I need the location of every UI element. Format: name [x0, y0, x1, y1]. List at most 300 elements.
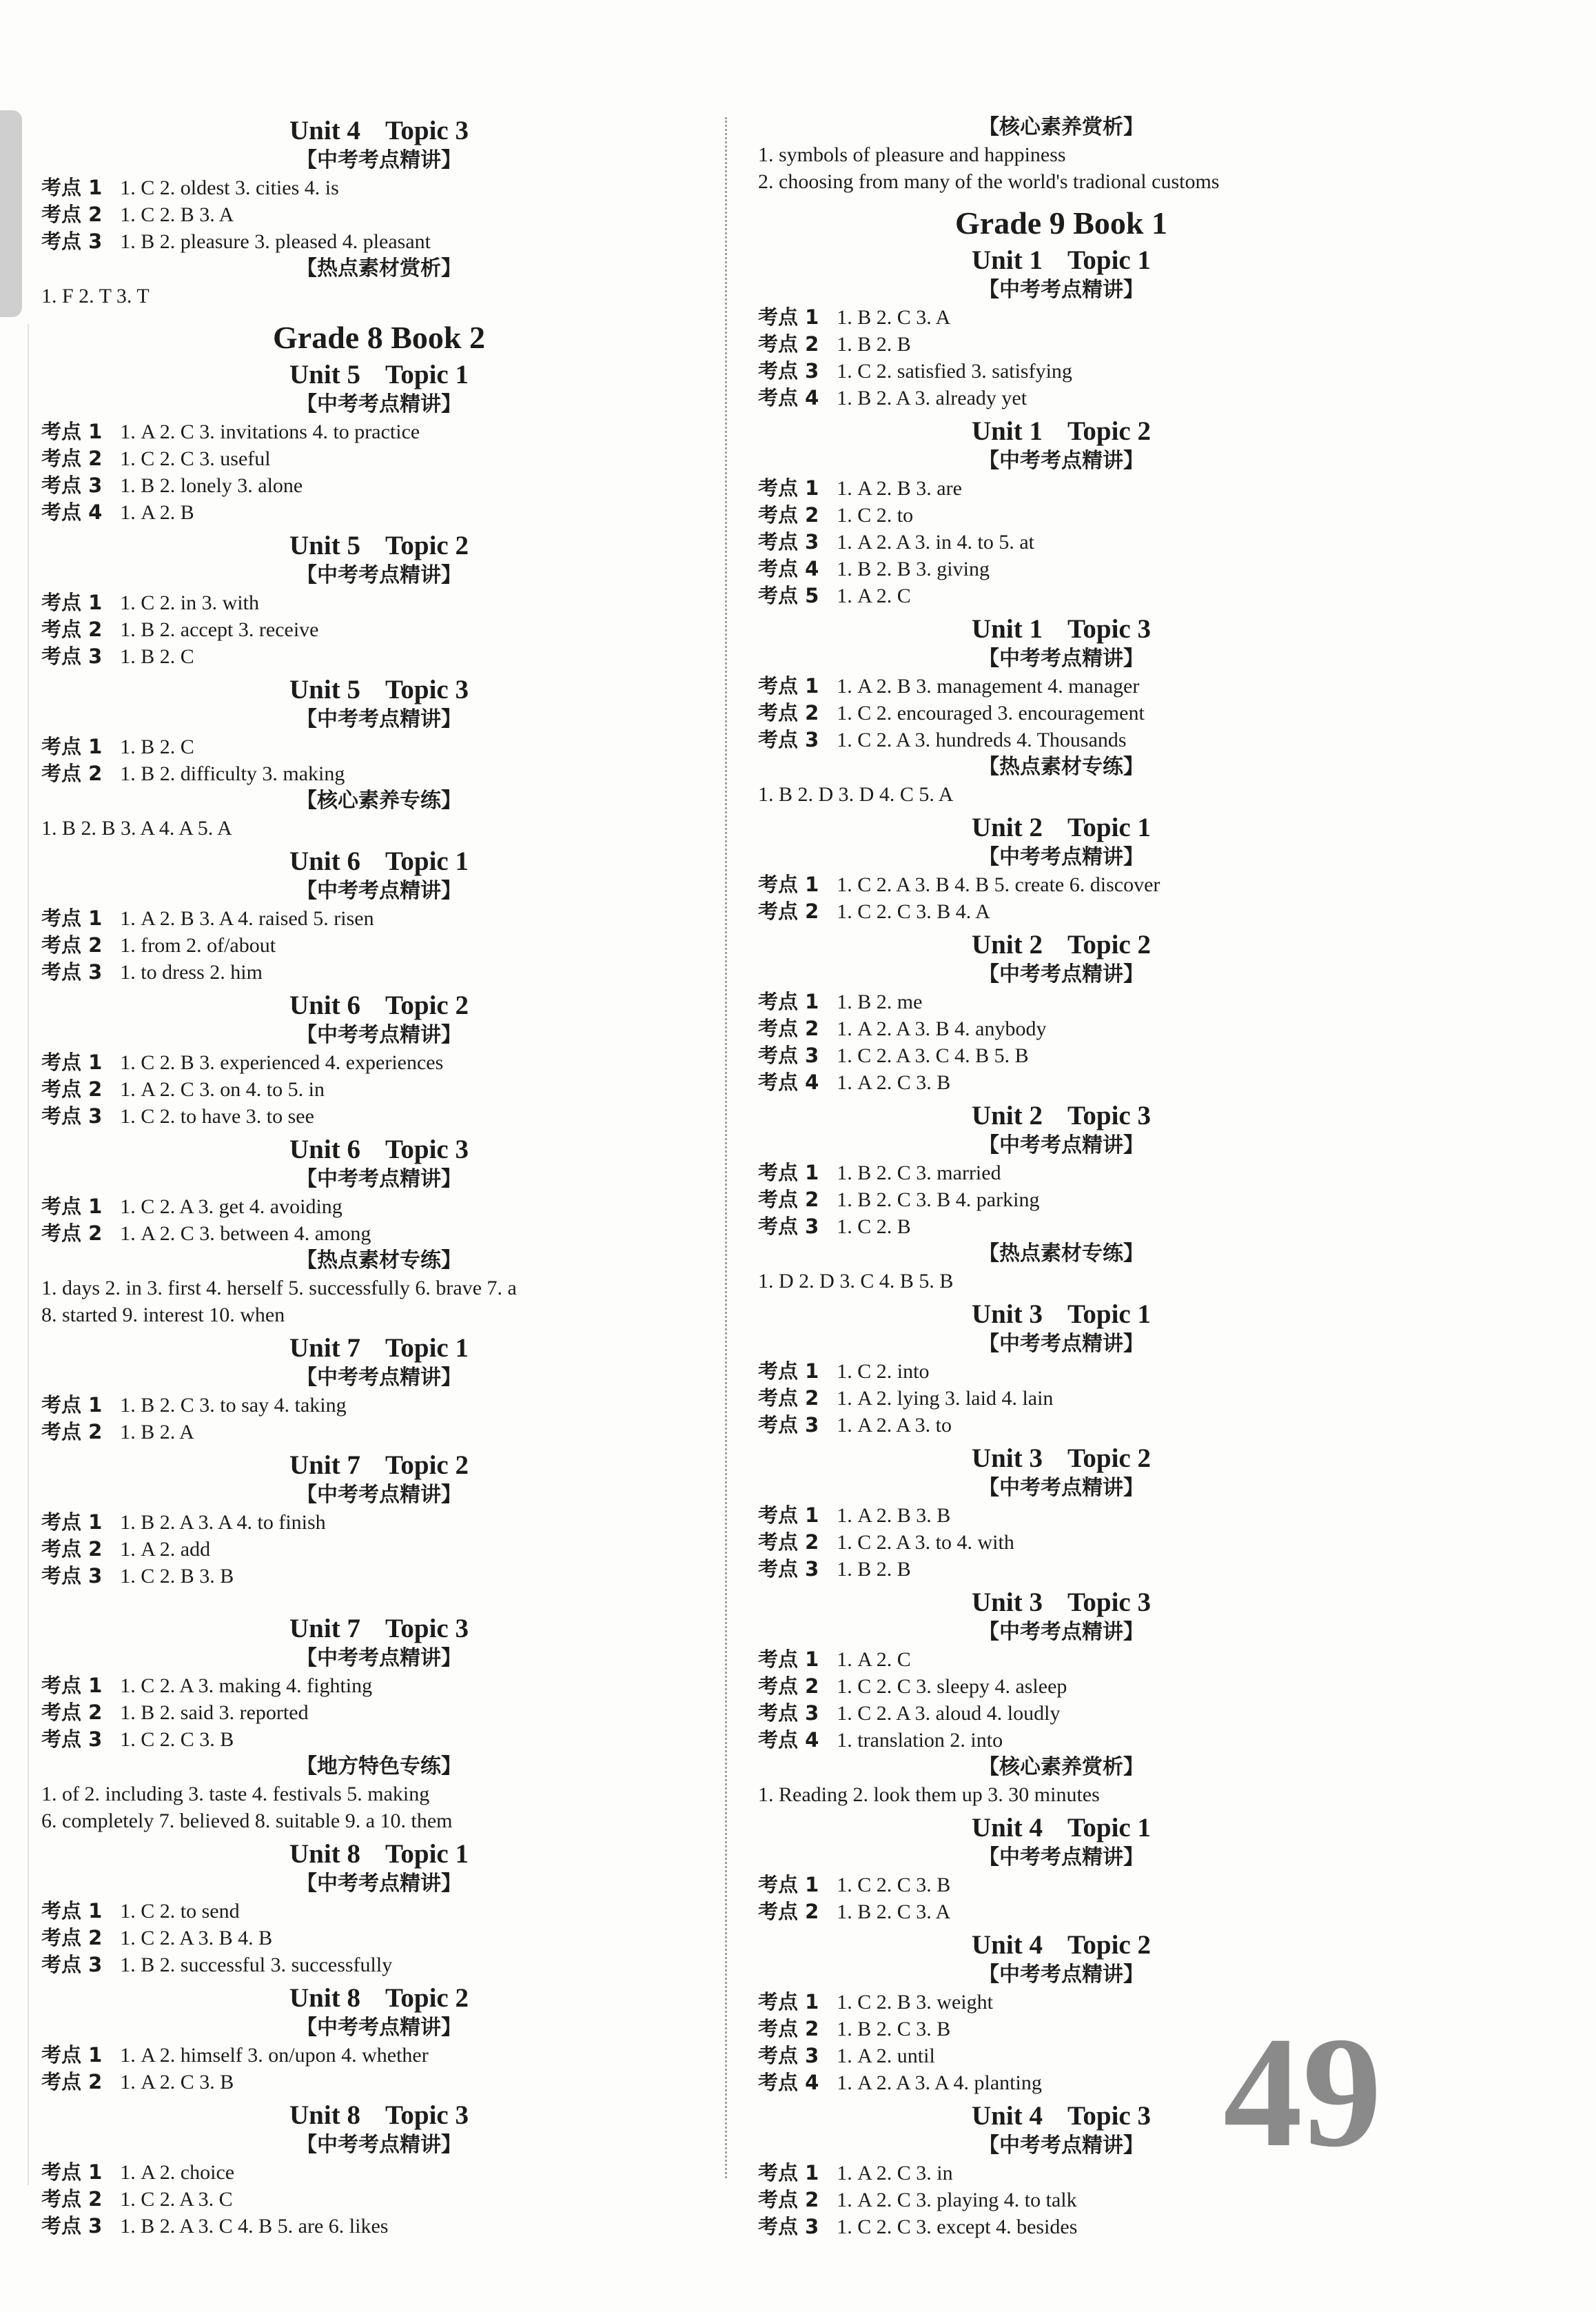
exam-point-label: 考点 1 [41, 735, 103, 758]
answer-text: 1. B 2. lonely 3. alone [120, 474, 303, 497]
unit-label: Unit 3 [972, 1588, 1043, 1617]
answer-text: 1. B 2. accept 3. receive [120, 618, 319, 641]
unit-topic-title [41, 1613, 717, 1645]
answer-text: 1. B 2. B 3. giving [837, 558, 990, 580]
answer-text: 1. C 2. A 3. making 4. fighting [120, 1674, 373, 1697]
answer-row [41, 2069, 717, 2096]
answer-row [41, 1220, 717, 1247]
answer-text: 1. C 2. C 3. useful [120, 447, 271, 470]
exam-point-label: 考点 2 [41, 2187, 103, 2211]
exam-point-label: 考点 3 [41, 230, 103, 253]
exam-point-label: 考点 2 [41, 762, 103, 785]
exam-point-label: 考点 3 [41, 474, 103, 497]
section-subheading: 【中考考点精讲】 [979, 449, 1144, 473]
section-subheading: 【中考考点精讲】 [979, 1845, 1144, 1869]
unit-label: Unit 3 [972, 1443, 1043, 1473]
answer-row [41, 1536, 717, 1563]
answer-row [758, 1673, 1364, 1700]
section-subheading: 【中考考点精讲】 [296, 2016, 462, 2040]
unit-topic-title [41, 1983, 717, 2014]
answer-text: 1. B 2. successful 3. successfully [120, 1954, 393, 1976]
section-subheading: 【核心素养赏析】 [979, 1755, 1144, 1779]
answer-text: 1. A 2. C 3. playing 4. to talk [837, 2189, 1077, 2211]
answer-text: 1. C 2. A 3. C 4. B 5. B [837, 1044, 1029, 1067]
exam-point-label: 考点 2 [758, 1386, 819, 1410]
answer-text: 1. symbols of pleasure and happiness [758, 143, 1066, 166]
answer-text: 1. A 2. C 3. in [837, 2162, 953, 2184]
answer-row [41, 2213, 717, 2240]
exam-point-label: 考点 1 [41, 1510, 103, 1534]
section-subheading: 【中考考点精讲】 [979, 647, 1144, 671]
section-subheading: 【中考考点精讲】 [296, 707, 462, 731]
answer-row [41, 733, 717, 760]
section-subheading: 【中考考点精讲】 [296, 1366, 462, 1390]
answer-row [758, 1700, 1364, 1727]
answer-text: 1. B 2. C 3. A [837, 1900, 951, 1923]
answer-row [41, 589, 717, 616]
section-subheading: 【中考考点精讲】 [979, 1620, 1144, 1644]
unit-label: Unit 1 [972, 245, 1043, 275]
topic-label: Topic 2 [1067, 416, 1151, 446]
topic-label: Topic 3 [385, 675, 469, 704]
exam-point-label: 考点 4 [758, 2071, 819, 2094]
answer-row [41, 1726, 717, 1753]
answer-row [41, 760, 717, 787]
exam-point-label: 考点 3 [758, 1413, 819, 1437]
answer-text: 1. A 2. add [120, 1538, 211, 1561]
answer-section [758, 416, 1364, 609]
answer-text: 1. to dress 2. him [120, 961, 263, 984]
unit-topic-title [41, 846, 717, 878]
unit-label: Unit 4 [289, 116, 360, 145]
answer-text: 1. B 2. C 3. to say 4. taking [120, 1394, 347, 1417]
unit-topic-title [41, 359, 717, 391]
exam-point-label: 考点 4 [758, 386, 819, 409]
answer-row [41, 499, 717, 526]
exam-point-label: 考点 1 [758, 1503, 819, 1527]
answer-section [758, 1587, 1364, 1808]
answer-text: 1. translation 2. into [837, 1729, 1003, 1752]
answer-text: 1. C 2. encouraged 3. encouragement [837, 702, 1145, 724]
unit-topic-title [758, 1100, 1364, 1132]
answer-row [41, 815, 717, 842]
answer-text: 1. A 2. C 3. B [120, 2071, 234, 2093]
unit-label: Unit 5 [289, 360, 360, 389]
answer-text: 1. C 2. A 3. C [120, 2188, 233, 2211]
answer-text: 1. C 2. C 3. B 4. A [837, 900, 990, 923]
answer-text: 1. A 2. choice [120, 2161, 235, 2184]
answer-row [41, 1509, 717, 1536]
section-subheading: 【中考考点精讲】 [296, 1167, 462, 1191]
exam-point-label: 考点 3 [758, 1701, 819, 1725]
section-subheading: 【中考考点精讲】 [296, 1646, 462, 1670]
section-subheading: 【中考考点精讲】 [296, 1023, 462, 1047]
column-divider [725, 117, 727, 2178]
answer-row [758, 2213, 1364, 2240]
answer-text: 1. A 2. A 3. to [837, 1414, 952, 1437]
exam-point-label: 考点 1 [41, 906, 103, 930]
topic-label: Topic 3 [1067, 1588, 1151, 1617]
answer-row [758, 1502, 1364, 1529]
answer-section [41, 2100, 717, 2240]
exam-point-label: 考点 1 [41, 420, 103, 443]
unit-label: Unit 5 [289, 531, 360, 560]
exam-point-label: 考点 2 [41, 447, 103, 470]
answer-text: 1. A 2. lying 3. laid 4. lain [837, 1387, 1054, 1410]
answer-row [758, 988, 1364, 1015]
exam-point-label: 考点 2 [41, 1701, 103, 1724]
exam-point-label: 考点 1 [41, 1899, 103, 1923]
answer-row [758, 673, 1364, 700]
answer-section [758, 1299, 1364, 1439]
topic-label: Topic 2 [385, 1450, 469, 1480]
answer-row [758, 1727, 1364, 1754]
exam-point-label: 考点 2 [41, 1077, 103, 1101]
answer-row [758, 1781, 1364, 1808]
topic-label: Topic 2 [1067, 930, 1151, 960]
answer-text: 1. C 2. C 3. sleepy 4. asleep [837, 1675, 1067, 1698]
answer-text: 1. A 2. C 3. B [837, 1071, 951, 1094]
answer-section [758, 812, 1364, 925]
answer-text: 1. C 2. A 3. hundreds 4. Thousands [837, 729, 1127, 751]
answer-text: 1. F 2. T 3. T [41, 285, 150, 307]
answer-row [758, 141, 1364, 168]
exam-point-label: 考点 3 [758, 359, 819, 383]
exam-point-label: 考点 1 [758, 990, 819, 1013]
topic-label: Topic 2 [1067, 1443, 1151, 1473]
answer-text: 1. B 2. me [837, 991, 923, 1013]
unit-topic-title [758, 1443, 1364, 1474]
answer-text: 1. B 2. B [837, 1558, 911, 1581]
topic-label: Topic 2 [385, 991, 469, 1020]
answer-text: 6. completely 7. believed 8. suitable 9. a 10. them [41, 1809, 453, 1832]
answer-row [758, 1042, 1364, 1069]
topic-label: Topic 2 [385, 1983, 469, 2013]
answer-row [41, 1898, 717, 1925]
answer-text: 1. C 2. B 3. A [120, 203, 234, 226]
unit-label: Unit 8 [289, 2100, 360, 2130]
answer-text: 1. C 2. B 3. experienced 4. experiences [120, 1051, 444, 1074]
answer-text: 1. C 2. B 3. weight [837, 1991, 993, 2014]
answer-text: 1. C 2. satisfied 3. satisfying [837, 360, 1072, 383]
right-answer-column [758, 114, 1364, 2244]
answer-row [41, 1807, 717, 1834]
section-subheading: 【中考考点精讲】 [296, 1872, 462, 1896]
exam-point-label: 考点 2 [758, 2188, 819, 2211]
answer-section [41, 1983, 717, 2096]
answer-text: 1. C 2. B 3. B [120, 1565, 234, 1588]
unit-label: Unit 2 [972, 1101, 1043, 1130]
unit-label: Unit 5 [289, 675, 360, 704]
section-subheading: 【中考考点精讲】 [979, 1476, 1144, 1500]
unit-label: Unit 2 [972, 930, 1043, 960]
answer-text: 1. C 2. A 3. B 4. B 5. create 6. discover [837, 873, 1160, 896]
unit-topic-title [41, 530, 717, 562]
answer-text: 1. A 2. B 3. A 4. raised 5. risen [120, 907, 374, 930]
answer-row [41, 643, 717, 670]
answer-row [758, 385, 1364, 412]
exam-point-label: 考点 1 [758, 1359, 819, 1383]
answer-row [758, 1646, 1364, 1673]
answer-text: 1. of 2. including 3. taste 4. festivals 5. making [41, 1783, 430, 1805]
unit-topic-title [41, 990, 717, 1022]
exam-point-label: 考点 2 [758, 1188, 819, 1211]
answer-row [758, 898, 1364, 925]
section-subheading: 【中考考点精讲】 [296, 879, 462, 903]
section-subheading: 【中考考点精讲】 [296, 148, 462, 172]
answer-text: 1. A 2. C [837, 585, 911, 607]
answer-section [758, 1443, 1364, 1583]
section-subheading: 【中考考点精讲】 [979, 845, 1144, 869]
answer-text: 1. A 2. C 3. between 4. among [120, 1222, 371, 1245]
answer-row [758, 502, 1364, 529]
answer-row [41, 1049, 717, 1076]
answer-text: 1. B 2. A 3. C 4. B 5. are 6. likes [120, 2215, 389, 2238]
answer-text: 1. C 2. oldest 3. cities 4. is [120, 176, 339, 199]
exam-point-label: 考点 1 [41, 1674, 103, 1697]
answer-row [41, 445, 717, 472]
exam-point-label: 考点 1 [758, 1161, 819, 1184]
answer-text: 1. A 2. A 3. A 4. planting [837, 2071, 1042, 2094]
answer-row [758, 1529, 1364, 1556]
topic-label: Topic 3 [385, 116, 469, 145]
exam-point-label: 考点 3 [41, 960, 103, 984]
exam-point-label: 考点 3 [758, 1557, 819, 1581]
answer-row [41, 201, 717, 228]
answer-section [758, 1100, 1364, 1295]
section-subheading: 【中考考点精讲】 [979, 278, 1144, 302]
answer-row [41, 616, 717, 643]
section-subheading: 【地方特色专练】 [296, 1754, 462, 1778]
unit-topic-title [41, 1332, 717, 1364]
answer-text: 1. C 2. C 3. B [120, 1728, 234, 1751]
answer-text: 1. A 2. B 3. B [837, 1504, 951, 1527]
answer-row [41, 1301, 717, 1328]
unit-label: Unit 3 [972, 1299, 1043, 1329]
unit-topic-title [41, 1134, 717, 1166]
answer-row [41, 2042, 717, 2069]
exam-point-label: 考点 1 [41, 176, 103, 199]
answer-row [41, 2186, 717, 2213]
exam-point-label: 考点 2 [758, 1900, 819, 1923]
exam-point-label: 考点 3 [41, 1953, 103, 1976]
topic-label: Topic 1 [385, 846, 469, 876]
section-subheading: 【核心素养赏析】 [979, 115, 1144, 139]
unit-topic-title [758, 1812, 1364, 1844]
answer-section [758, 614, 1364, 808]
unit-label: Unit 4 [972, 2101, 1043, 2131]
answer-section [758, 203, 1364, 412]
answer-section [41, 115, 717, 310]
exam-point-label: 考点 4 [41, 500, 103, 524]
answer-text: 1. days 2. in 3. first 4. herself 5. successfully 6. brave 7. a [41, 1277, 517, 1299]
exam-point-label: 考点 2 [758, 1017, 819, 1040]
answer-section [41, 530, 717, 670]
exam-point-label: 考点 2 [41, 1537, 103, 1561]
left-answer-column [41, 114, 717, 2244]
grade-book-title: Grade 8 Book 2 [273, 320, 485, 355]
section-subheading: 【中考考点精讲】 [979, 2133, 1144, 2158]
answer-row [41, 1699, 717, 1726]
topic-label: Topic 1 [385, 1333, 469, 1363]
unit-label: Unit 8 [289, 1839, 360, 1869]
answer-row [758, 1015, 1364, 1042]
answer-row [758, 168, 1364, 195]
topic-label: Topic 2 [385, 531, 469, 560]
answer-row [41, 418, 717, 445]
answer-text: 1. B 2. difficulty 3. making [120, 762, 345, 785]
answer-text: 1. C 2. C 3. B [837, 1874, 951, 1896]
answer-row [41, 472, 717, 499]
section-subheading: 【中考考点精讲】 [296, 392, 462, 416]
answer-row [758, 358, 1364, 385]
exam-point-label: 考点 3 [758, 1215, 819, 1238]
exam-point-label: 考点 4 [758, 1728, 819, 1752]
section-subheading: 【中考考点精讲】 [296, 2133, 462, 2157]
binding-margin-line [28, 324, 29, 2185]
unit-topic-title [41, 1450, 717, 1481]
unit-label: Unit 4 [972, 1813, 1043, 1843]
exam-point-label: 考点 2 [41, 933, 103, 957]
answer-section [41, 318, 717, 526]
answer-text: 1. B 2. A [120, 1421, 194, 1443]
answer-row [758, 871, 1364, 898]
exam-point-label: 考点 1 [758, 1990, 819, 2014]
answer-section [41, 1332, 717, 1446]
answer-text: 1. B 2. said 3. reported [120, 1701, 309, 1724]
answer-section [41, 1134, 717, 1328]
answer-text: 1. B 2. C 3. A [837, 306, 951, 329]
unit-label: Unit 7 [289, 1614, 360, 1643]
exam-point-label: 考点 1 [758, 476, 819, 500]
section-subheading: 【核心素养专练】 [296, 789, 462, 813]
answer-text: 1. B 2. B [837, 333, 911, 356]
answer-row [758, 2187, 1364, 2213]
exam-point-label: 考点 3 [41, 645, 103, 668]
topic-label: Topic 3 [385, 1135, 469, 1164]
topic-label: Topic 1 [385, 1839, 469, 1869]
answer-row [41, 1951, 717, 1978]
answer-row [758, 1898, 1364, 1925]
unit-label: Unit 7 [289, 1333, 360, 1363]
exam-point-label: 考点 2 [758, 1674, 819, 1698]
unit-topic-title [758, 614, 1364, 645]
answer-text: 1. B 2. A 3. A 4. to finish [120, 1511, 326, 1534]
answer-text: 1. B 2. C [120, 645, 194, 668]
answer-text: 1. C 2. to have 3. to see [120, 1105, 314, 1128]
unit-label: Unit 2 [972, 813, 1043, 842]
unit-topic-title [41, 674, 717, 706]
answer-text: 2. choosing from many of the world's tradional customs [758, 170, 1220, 193]
exam-point-label: 考点 1 [758, 674, 819, 698]
exam-point-label: 考点 1 [41, 1051, 103, 1074]
unit-topic-title [758, 1299, 1364, 1330]
topic-label: Topic 3 [385, 1614, 469, 1643]
answer-section [41, 846, 717, 986]
answer-text: 1. C 2. A 3. B 4. B [120, 1927, 273, 1949]
answer-text: 1. A 2. C 3. invitations 4. to practice [120, 420, 420, 443]
answer-row [41, 905, 717, 932]
exam-point-label: 考点 1 [41, 2160, 103, 2184]
exam-point-label: 考点 2 [758, 2017, 819, 2040]
section-subheading: 【中考考点精讲】 [979, 1133, 1144, 1157]
answer-text: 1. A 2. himself 3. on/upon 4. whether [120, 2044, 429, 2067]
answer-row [41, 1672, 717, 1699]
answer-text: 1. C 2. C 3. except 4. besides [837, 2215, 1078, 2238]
answer-row [758, 1159, 1364, 1186]
answer-text: 8. started 9. interest 10. when [41, 1304, 285, 1326]
answer-text: 1. B 2. C 3. B 4. parking [837, 1188, 1040, 1211]
answer-row [41, 1076, 717, 1103]
topic-label: Topic 1 [1067, 813, 1151, 842]
answer-row [758, 700, 1364, 727]
answer-text: 1. C 2. in 3. with [120, 591, 259, 614]
unit-topic-title [41, 1838, 717, 1870]
exam-point-label: 考点 1 [41, 591, 103, 614]
exam-point-label: 考点 1 [758, 1873, 819, 1896]
unit-label: Unit 7 [289, 1450, 360, 1480]
exam-point-label: 考点 3 [41, 1104, 103, 1128]
answer-row [758, 727, 1364, 753]
page-number: 49 [1223, 2004, 1382, 2180]
answer-text: 1. A 2. B [120, 501, 194, 524]
answer-section [41, 990, 717, 1130]
topic-label: Topic 3 [1067, 1101, 1151, 1130]
answer-row [41, 959, 717, 986]
answer-text: 1. C 2. to send [120, 1900, 240, 1923]
answer-row [758, 529, 1364, 556]
exam-point-label: 考点 2 [41, 1420, 103, 1443]
exam-point-label: 考点 1 [758, 1647, 819, 1671]
exam-point-label: 考点 4 [758, 1071, 819, 1094]
answer-section [41, 1450, 717, 1590]
answer-text: 1. C 2. to [837, 504, 914, 527]
answer-row [758, 582, 1364, 609]
answer-text: 1. A 2. A 3. B 4. anybody [837, 1017, 1047, 1040]
unit-topic-title [758, 1929, 1364, 1961]
answer-text: 1. D 2. D 3. C 4. B 5. B [758, 1270, 954, 1292]
exam-point-label: 考点 2 [758, 1530, 819, 1554]
exam-point-label: 考点 3 [758, 2044, 819, 2067]
answer-text: 1. A 2. B 3. management 4. manager [837, 675, 1140, 698]
unit-topic-title [758, 416, 1364, 447]
exam-point-label: 考点 1 [758, 2161, 819, 2184]
answer-row [758, 1412, 1364, 1439]
answer-text: 1. B 2. C 3. married [837, 1162, 1001, 1184]
answer-text: 1. B 2. B 3. A 4. A 5. A [41, 817, 232, 840]
answer-row [758, 1556, 1364, 1583]
unit-topic-title [758, 1587, 1364, 1619]
exam-point-label: 考点 2 [758, 900, 819, 923]
exam-point-label: 考点 3 [758, 1044, 819, 1067]
exam-point-label: 考点 2 [758, 332, 819, 356]
section-subheading: 【热点素材专练】 [296, 1248, 462, 1272]
unit-topic-title [758, 245, 1364, 276]
edge-tab-decoration [0, 110, 22, 317]
topic-label: Topic 3 [385, 2100, 469, 2130]
answer-row [758, 304, 1364, 331]
exam-point-label: 考点 2 [41, 618, 103, 641]
answer-text: 1. C 2. A 3. get 4. avoiding [120, 1195, 342, 1218]
answer-row [758, 475, 1364, 502]
unit-label: Unit 1 [972, 416, 1043, 446]
topic-label: Topic 1 [1067, 1299, 1151, 1329]
exam-point-label: 考点 1 [758, 305, 819, 329]
answer-section [41, 674, 717, 842]
exam-point-label: 考点 1 [758, 873, 819, 896]
answer-row [41, 1103, 717, 1130]
topic-label: Topic 1 [385, 360, 469, 389]
